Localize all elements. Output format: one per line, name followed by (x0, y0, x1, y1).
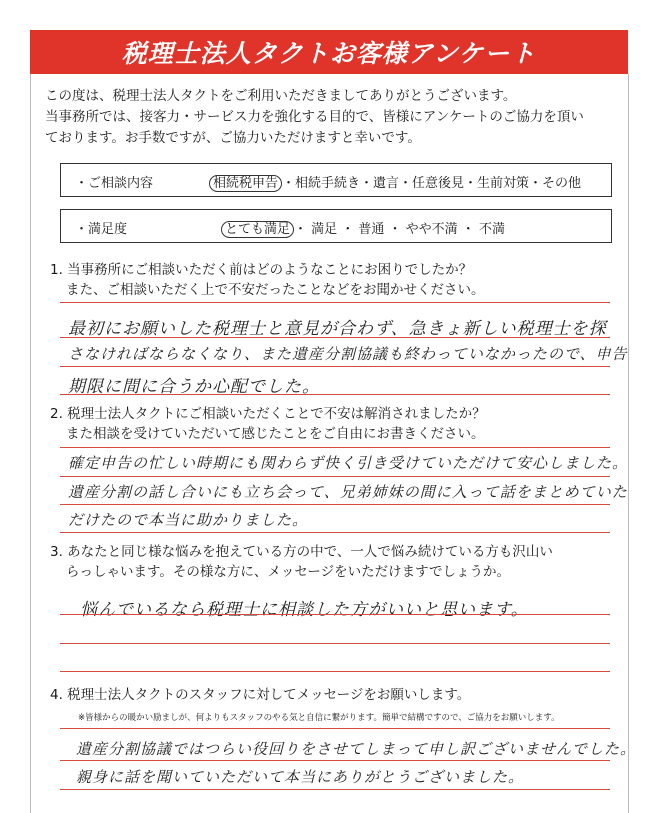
answer-rule (60, 671, 610, 672)
consult-options (209, 172, 581, 191)
answer-rule (60, 643, 610, 644)
answer-2-line: 遺産分割の話し合いにも立ち会って、兄弟姉妹の間に入って話をまとめていた (68, 483, 628, 501)
answer-rule (60, 302, 610, 303)
question-line: らっしゃいます。その様な方に、メッセージをいただけますでしょうか。 (66, 564, 511, 580)
answer-rule (60, 337, 610, 338)
consult-label: ・ご相談内容 (75, 176, 154, 191)
satisfaction-label: ・満足度 (75, 222, 128, 237)
question-line: 2. 税理士法人タクトにご相談いただくことで不安は解消されましたか？ (50, 406, 486, 422)
satisfaction-selected-option[interactable]: とても満足 (221, 221, 294, 238)
question-2 (50, 404, 630, 444)
question-line: また、ご相談いただく上で不安だったことなどをお聞かせください。 (66, 282, 485, 298)
answer-3-line: 悩んでいるなら税理士に相談した方がいいと思います。 (80, 600, 529, 620)
intro-text (45, 86, 625, 149)
answer-rule (60, 760, 610, 761)
answer-rule (60, 476, 610, 477)
consult-selected-option[interactable]: 相続税申告 (209, 175, 282, 192)
answer-rule (60, 394, 610, 395)
satisfaction-other-options: ・ 満足 ・ 普通 ・ やや不満 ・ 不満 (294, 222, 505, 237)
answer-4-line: 遺産分割協議ではつらい役回りをさせてしまって申し訳ございませんでした。 (76, 740, 637, 758)
answer-1-line: さなければならなくなり、また遺産分割協議も終わっていなかったので、申告 (68, 345, 628, 363)
question-line: 3. あなたと同じ様な悩みを抱えている方の中で、一人で悩み続けている方も沢山い (50, 544, 553, 560)
page-title: 税理士法人タクトお客様アンケート (121, 39, 537, 68)
answer-rule (60, 447, 610, 448)
answer-rule (60, 789, 610, 790)
title-banner (30, 30, 628, 74)
answer-rule (60, 366, 610, 367)
intro-line: 当事務所では、接客力・サービス力を強化する目的で、皆様にアンケートのご協力を頂い (45, 109, 584, 125)
answer-rule (60, 504, 610, 505)
answer-rule (60, 728, 610, 729)
question-line: 4. 税理士法人タクトのスタッフに対してメッセージをお願いします。 (50, 687, 471, 703)
satisfaction-options (221, 218, 505, 237)
question-3 (50, 542, 630, 582)
intro-line: ております。お手数ですが、ご協力いただけますと幸いです。 (45, 130, 421, 146)
answer-rule (60, 614, 610, 615)
answer-4-line: 親身に話を聞いていただいて本当にありがとうございました。 (76, 768, 525, 786)
question-1 (50, 260, 630, 300)
consult-box (60, 163, 612, 197)
satisfaction-box (60, 209, 612, 243)
question-4 (50, 685, 630, 705)
answer-rule (60, 532, 610, 533)
question-line: 1. 当事務所にご相談いただく前はどのようなことにお困りでしたか？ (50, 262, 473, 278)
consult-other-options: ・相続手続き・遺言・任意後見・生前対策・その他 (282, 176, 582, 191)
answer-1-line: 期限に間に合うか心配でした。 (68, 377, 320, 397)
question-4-note: ※皆様からの暖かい励ましが、何よりもスタッフのやる気と自信に繋がります。簡単で結構ですので、ご協力をお願いします。 (78, 713, 560, 723)
question-line: また相談を受けていただいて感じたことをご自由にお書きください。 (66, 426, 485, 442)
intro-line: この度は、税理士法人タクトをご利用いただきましてありがとうございます。 (45, 88, 517, 104)
answer-2-line: だけたので本当に助かりました。 (68, 511, 309, 529)
page-left-edge (30, 74, 31, 813)
answer-1-line: 最初にお願いした税理士と意見が合わず、急きょ新しい税理士を探 (68, 319, 607, 339)
answer-2-line: 確定申告の忙しい時期にも関わらず快く引き受けていただけて安心しました。 (68, 454, 629, 472)
